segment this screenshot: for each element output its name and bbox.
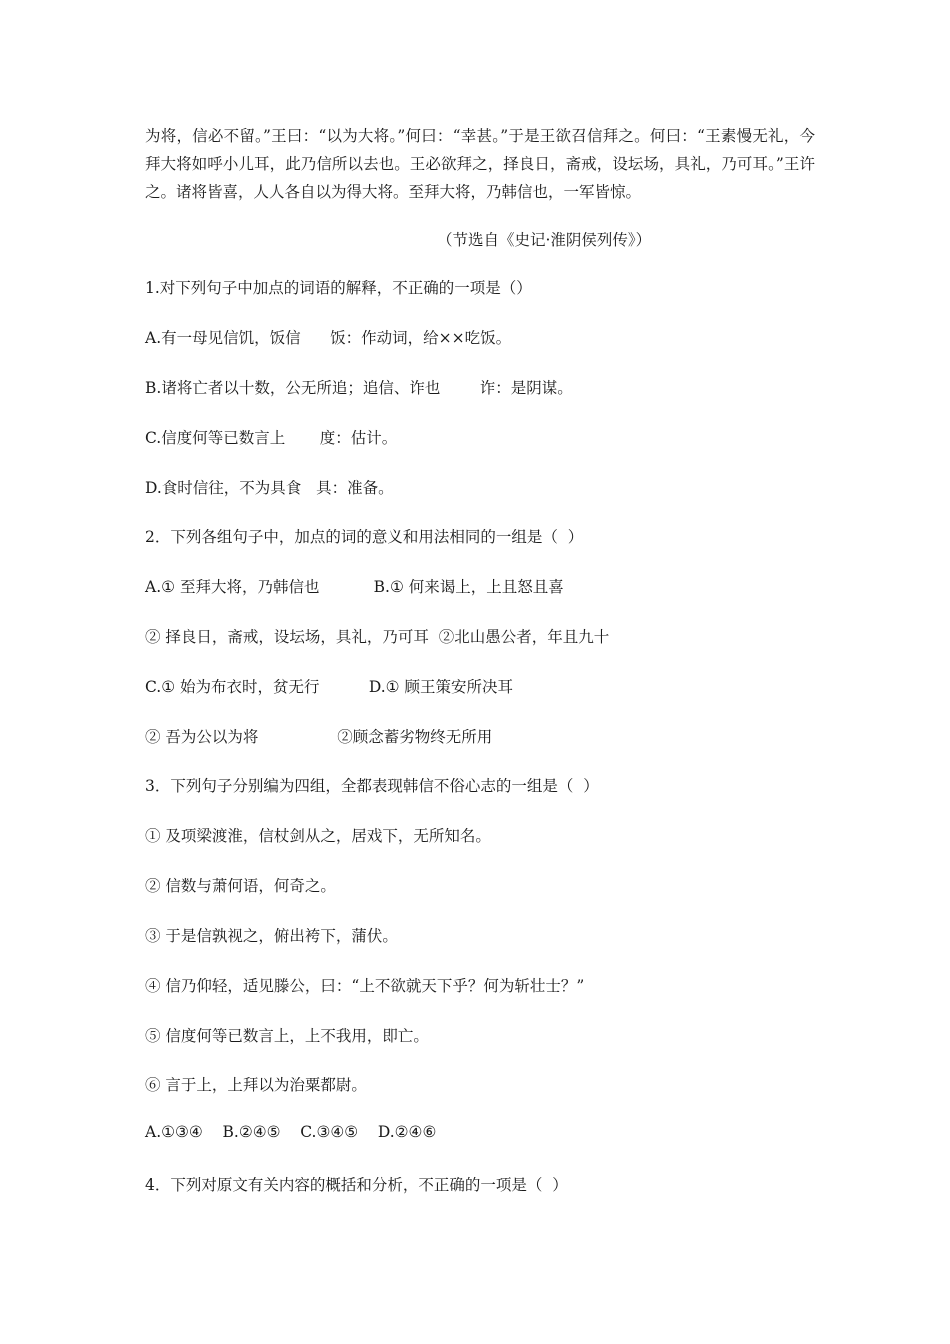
question-3-options: A.①③④ B.②④⑤ C.③④⑤ D.②④⑥	[145, 1123, 437, 1141]
question-1-option-a: A.有一母见信饥，饭信 饭：作动词，给××吃饭。	[145, 329, 512, 347]
question-1-option-c: C.信度何等已数言上 度：估计。	[145, 429, 398, 447]
question-2-stem: 2．下列各组句子中，加点的词的意义和用法相同的一组是（ ）	[145, 528, 584, 546]
source-citation: （节选自《史记·淮阴侯列传》）	[437, 231, 652, 249]
question-3-item-1: ① 及项梁渡淮，信杖剑从之，居戏下，无所知名。	[145, 827, 491, 845]
question-3-item-3: ③ 于是信孰视之，俯出袴下，蒲伏。	[145, 927, 398, 945]
passage-text: 为将，信必不留。”王曰：“以为大将。”何曰：“幸甚。”于是王欲召信拜之。何曰：“王素慢无礼，今拜大将如呼小儿耳，此乃信所以去也。王必欲拜之，择良日，斋戒，设坛场，具礼，乃可耳。”王许之。诸将皆喜，人人各自以为得大将。至拜大将，乃韩信也，一军皆惊。	[145, 127, 815, 201]
question-2-options-ab-1: A.① 至拜大将，乃韩信也 B.① 何来谒上，上且怒且喜	[145, 578, 564, 596]
question-2-options-ab-2: ② 择良日，斋戒，设坛场，具礼，乃可耳 ②北山愚公者，年且九十	[145, 628, 610, 646]
question-1-option-d: D.食时信往，不为具食 具：准备。	[145, 479, 394, 497]
question-2-options-cd-2: ② 吾为公以为将 ②顾念蓄劣物终无所用	[145, 728, 493, 746]
question-3-item-6: ⑥ 言于上，上拜以为治粟都尉。	[145, 1076, 367, 1094]
question-3-item-2: ② 信数与萧何语，何奇之。	[145, 877, 336, 895]
question-3-item-5: ⑤ 信度何等已数言上，上不我用，即亡。	[145, 1027, 429, 1045]
question-1-stem: 1.对下列句子中加点的词语的解释，不正确的一项是（）	[145, 279, 532, 297]
question-3-stem: 3．下列句子分别编为四组，全都表现韩信不俗心志的一组是（ ）	[145, 777, 599, 795]
question-3-item-4: ④ 信乃仰轻，适见滕公，曰：“上不欲就天下乎？何为斩壮士？”	[145, 977, 585, 995]
question-2-options-cd-1: C.① 始为布衣时，贫无行 D.① 顾王策安所决耳	[145, 678, 513, 696]
question-4-stem: 4．下列对原文有关内容的概括和分析，不正确的一项是（ ）	[145, 1176, 568, 1194]
question-1-option-b: B.诸将亡者以十数，公无所追；追信、诈也 诈：是阴谋。	[145, 379, 573, 397]
